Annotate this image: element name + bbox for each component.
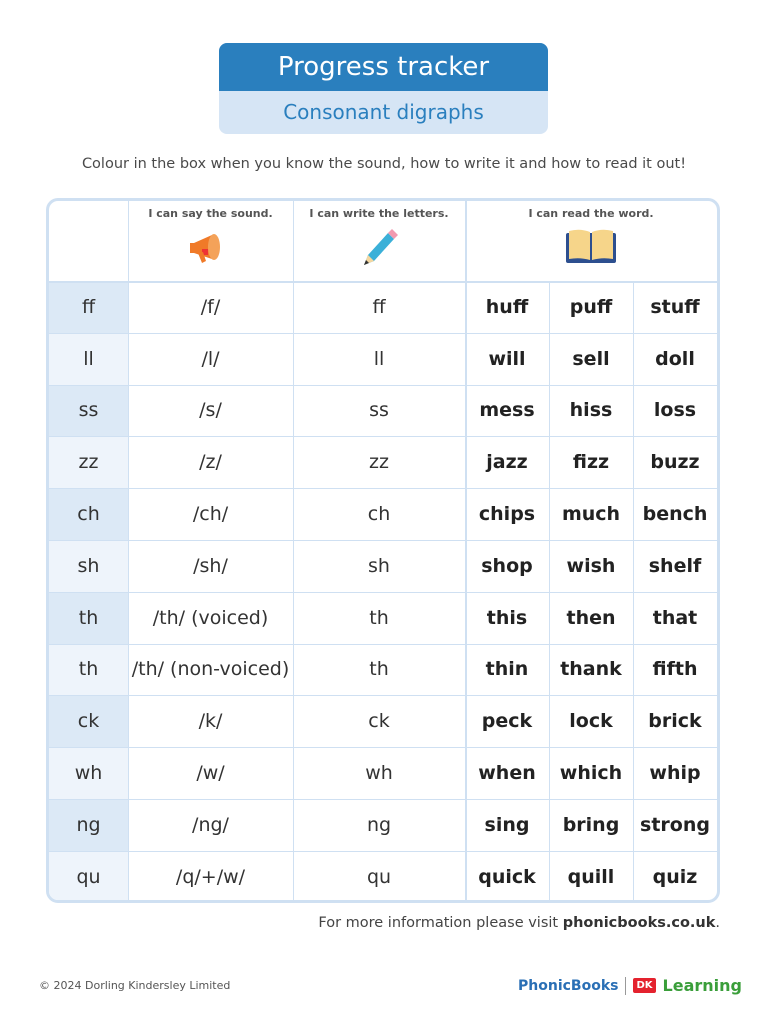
header-say-label: I can say the sound. bbox=[148, 207, 273, 220]
word-cell-text: quiz bbox=[652, 865, 698, 888]
sound-cell-text: /l/ bbox=[201, 347, 220, 370]
digraph-cell-text: ff bbox=[81, 295, 96, 318]
sound-cell[interactable] bbox=[128, 385, 293, 437]
sound-cell-text: /s/ bbox=[199, 399, 222, 422]
letters-cell[interactable] bbox=[293, 799, 465, 851]
word-cell[interactable] bbox=[465, 488, 549, 540]
word-cell[interactable] bbox=[465, 385, 549, 437]
word-cell-text: quick bbox=[478, 865, 536, 888]
word-cell-text: loss bbox=[653, 399, 697, 422]
digraph-cell[interactable] bbox=[49, 436, 128, 488]
word-cell[interactable] bbox=[633, 281, 717, 333]
letters-cell[interactable] bbox=[293, 281, 465, 333]
word-cell[interactable] bbox=[549, 799, 633, 851]
word-cell[interactable] bbox=[549, 333, 633, 385]
sound-cell[interactable] bbox=[128, 540, 293, 592]
word-cell[interactable] bbox=[549, 436, 633, 488]
word-cell-text: peck bbox=[481, 710, 533, 733]
sound-cell-text: /w/ bbox=[196, 762, 225, 785]
row-divider bbox=[49, 540, 717, 541]
pencil-icon bbox=[356, 227, 402, 275]
word-cell-text: buzz bbox=[650, 451, 700, 474]
sound-cell[interactable] bbox=[128, 747, 293, 799]
word-cell[interactable] bbox=[633, 385, 717, 437]
sound-cell[interactable] bbox=[128, 333, 293, 385]
word-cell[interactable] bbox=[465, 747, 549, 799]
page-title: Progress tracker bbox=[219, 43, 548, 91]
digraph-cell[interactable] bbox=[49, 281, 128, 333]
row-divider bbox=[49, 333, 717, 334]
word-cell[interactable] bbox=[633, 436, 717, 488]
word-cell-text: jazz bbox=[486, 451, 528, 474]
digraph-cell[interactable] bbox=[49, 385, 128, 437]
letters-cell-text: ch bbox=[367, 503, 391, 526]
column-divider bbox=[293, 201, 294, 903]
letters-cell-text: sh bbox=[368, 554, 390, 577]
digraph-cell[interactable] bbox=[49, 592, 128, 644]
word-cell[interactable] bbox=[465, 644, 549, 696]
word-cell-text: strong bbox=[640, 813, 710, 836]
digraph-cell-text: ck bbox=[77, 710, 100, 733]
header-say bbox=[128, 201, 293, 281]
digraph-cell-text: sh bbox=[77, 554, 100, 577]
sound-cell[interactable] bbox=[128, 281, 293, 333]
footer-info-suffix: . bbox=[715, 915, 720, 931]
row-divider bbox=[49, 488, 717, 489]
digraph-cell-text: qu bbox=[76, 865, 101, 888]
sound-cell[interactable] bbox=[128, 592, 293, 644]
row-divider bbox=[49, 281, 717, 283]
word-cell-text: then bbox=[566, 606, 616, 629]
word-cell[interactable] bbox=[633, 540, 717, 592]
header-write-label: I can write the letters. bbox=[309, 207, 449, 220]
letters-cell-text: ss bbox=[369, 399, 389, 422]
word-cell[interactable] bbox=[549, 281, 633, 333]
letters-cell-text: qu bbox=[366, 865, 392, 888]
word-cell-text: hiss bbox=[569, 399, 613, 422]
sound-cell[interactable] bbox=[128, 488, 293, 540]
sound-cell[interactable] bbox=[128, 644, 293, 696]
letters-cell[interactable] bbox=[293, 436, 465, 488]
header-write bbox=[293, 201, 465, 281]
digraph-cell[interactable] bbox=[49, 747, 128, 799]
letters-cell-text: th bbox=[369, 606, 389, 629]
letters-cell[interactable] bbox=[293, 851, 465, 903]
digraph-cell[interactable] bbox=[49, 644, 128, 696]
letters-cell-text: ck bbox=[368, 710, 390, 733]
sound-cell-text: /sh/ bbox=[193, 554, 228, 577]
digraph-cell[interactable] bbox=[49, 488, 128, 540]
word-cell-text: will bbox=[488, 347, 526, 370]
word-cell[interactable] bbox=[465, 281, 549, 333]
letters-cell[interactable] bbox=[293, 540, 465, 592]
word-cell-text: stuff bbox=[650, 295, 700, 318]
word-cell[interactable] bbox=[549, 851, 633, 903]
letters-cell[interactable] bbox=[293, 385, 465, 437]
page-subtitle: Consonant digraphs bbox=[283, 100, 484, 124]
row-divider bbox=[49, 747, 717, 748]
learning-logo: Learning bbox=[662, 976, 742, 995]
footer-info bbox=[318, 915, 720, 931]
digraph-cell[interactable] bbox=[49, 799, 128, 851]
word-cell-text: chips bbox=[478, 503, 536, 526]
row-divider bbox=[49, 436, 717, 437]
word-cell-text: thank bbox=[560, 658, 622, 681]
letters-cell-text: zz bbox=[369, 451, 389, 474]
copyright: © 2024 Dorling Kindersley Limited bbox=[39, 979, 231, 992]
digraph-cell[interactable] bbox=[49, 695, 128, 747]
digraph-cell-text: zz bbox=[78, 451, 99, 474]
word-cell[interactable] bbox=[465, 333, 549, 385]
word-cell-text: thin bbox=[485, 658, 529, 681]
word-cell[interactable] bbox=[465, 851, 549, 903]
sound-cell-text: /q/+/w/ bbox=[175, 865, 246, 888]
instructions: Colour in the box when you know the sound, how to write it and how to read it out! bbox=[81, 156, 687, 172]
letters-cell[interactable] bbox=[293, 644, 465, 696]
word-cell[interactable] bbox=[465, 540, 549, 592]
word-cell-text: much bbox=[561, 503, 621, 526]
digraph-cell-text: ch bbox=[77, 503, 100, 526]
row-divider bbox=[49, 592, 717, 593]
word-cell[interactable] bbox=[633, 695, 717, 747]
letters-cell-text: ll bbox=[373, 347, 385, 370]
sound-cell[interactable] bbox=[128, 851, 293, 903]
column-divider bbox=[465, 201, 467, 903]
digraph-cell-text: wh bbox=[74, 762, 103, 785]
word-cell-text: quill bbox=[567, 865, 615, 888]
word-cell[interactable] bbox=[465, 436, 549, 488]
word-cell[interactable] bbox=[633, 488, 717, 540]
row-divider bbox=[49, 851, 717, 852]
word-cell[interactable] bbox=[633, 747, 717, 799]
row-divider bbox=[49, 695, 717, 696]
letters-cell[interactable] bbox=[293, 488, 465, 540]
letters-cell[interactable] bbox=[293, 592, 465, 644]
word-cell[interactable] bbox=[465, 695, 549, 747]
word-cell-text: shelf bbox=[648, 554, 702, 577]
word-cell[interactable] bbox=[549, 695, 633, 747]
digraph-cell-text: ss bbox=[78, 399, 99, 422]
word-cell-text: lock bbox=[569, 710, 613, 733]
word-cell[interactable] bbox=[633, 799, 717, 851]
word-cell[interactable] bbox=[549, 644, 633, 696]
megaphone-icon bbox=[188, 227, 234, 273]
letters-cell[interactable] bbox=[293, 333, 465, 385]
letters-cell-text: wh bbox=[365, 762, 393, 785]
letters-cell[interactable] bbox=[293, 695, 465, 747]
column-divider bbox=[128, 201, 129, 903]
word-cell[interactable] bbox=[465, 592, 549, 644]
open-book-icon bbox=[564, 227, 618, 271]
word-cell-text: huff bbox=[485, 295, 529, 318]
word-cell-text: sell bbox=[572, 347, 610, 370]
digraph-cell[interactable] bbox=[49, 851, 128, 903]
word-cell-text: fizz bbox=[572, 451, 610, 474]
row-divider bbox=[49, 799, 717, 800]
sound-cell-text: /th/ (non-voiced) bbox=[131, 658, 290, 681]
row-divider bbox=[49, 644, 717, 645]
sound-cell-text: /z/ bbox=[199, 451, 222, 474]
word-cell[interactable] bbox=[633, 592, 717, 644]
header-read-label: I can read the word. bbox=[528, 207, 654, 220]
word-cell[interactable] bbox=[633, 644, 717, 696]
word-cell[interactable] bbox=[549, 385, 633, 437]
sound-cell-text: /ch/ bbox=[192, 503, 229, 526]
word-cell-text: fifth bbox=[652, 658, 698, 681]
word-cell-text: doll bbox=[655, 347, 695, 370]
sound-cell-text: /k/ bbox=[198, 710, 223, 733]
word-cell-text: sing bbox=[484, 813, 530, 836]
word-cell-text: shop bbox=[481, 554, 533, 577]
word-cell-text: when bbox=[478, 762, 536, 785]
word-cell-text: that bbox=[652, 606, 698, 629]
sound-cell-text: /th/ (voiced) bbox=[152, 606, 269, 629]
word-cell[interactable] bbox=[549, 540, 633, 592]
letters-cell-text: th bbox=[369, 658, 389, 681]
word-cell[interactable] bbox=[465, 799, 549, 851]
progress-table bbox=[46, 198, 720, 903]
row-divider bbox=[49, 385, 717, 386]
letters-cell[interactable] bbox=[293, 747, 465, 799]
word-cell-text: bench bbox=[642, 503, 708, 526]
digraph-cell[interactable] bbox=[49, 540, 128, 592]
sound-cell[interactable] bbox=[128, 799, 293, 851]
word-cell-text: which bbox=[559, 762, 623, 785]
digraph-cell-text: ng bbox=[76, 813, 101, 836]
phonicbooks-logo: PhonicBooks bbox=[518, 977, 619, 994]
letters-cell-text: ff bbox=[372, 295, 386, 318]
word-cell[interactable] bbox=[549, 747, 633, 799]
word-cell[interactable] bbox=[633, 333, 717, 385]
digraph-cell-text: ll bbox=[83, 347, 94, 370]
footer-website-link[interactable]: phonicbooks.co.uk bbox=[562, 915, 716, 931]
logo-divider bbox=[625, 977, 626, 995]
sound-cell-text: /f/ bbox=[200, 295, 221, 318]
word-cell-text: bring bbox=[562, 813, 620, 836]
dk-logo: DK bbox=[633, 978, 655, 993]
footer-info-text: For more information please visit bbox=[318, 915, 563, 931]
word-cell-text: mess bbox=[479, 399, 535, 422]
digraph-cell-text: th bbox=[78, 658, 99, 681]
word-cell[interactable] bbox=[549, 488, 633, 540]
letters-cell-text: ng bbox=[366, 813, 392, 836]
digraph-cell[interactable] bbox=[49, 333, 128, 385]
word-cell-text: brick bbox=[648, 710, 702, 733]
digraph-cell-text: th bbox=[78, 606, 99, 629]
sound-cell[interactable] bbox=[128, 436, 293, 488]
word-cell[interactable] bbox=[633, 851, 717, 903]
word-cell-text: wish bbox=[566, 554, 616, 577]
word-cell[interactable] bbox=[549, 592, 633, 644]
header-read bbox=[465, 201, 717, 281]
word-cell-text: whip bbox=[649, 762, 701, 785]
title-box bbox=[219, 43, 548, 134]
sound-cell[interactable] bbox=[128, 695, 293, 747]
word-cell-text: puff bbox=[569, 295, 613, 318]
logos bbox=[518, 976, 742, 995]
word-cell-text: this bbox=[486, 606, 528, 629]
sound-cell-text: /ng/ bbox=[192, 813, 229, 836]
